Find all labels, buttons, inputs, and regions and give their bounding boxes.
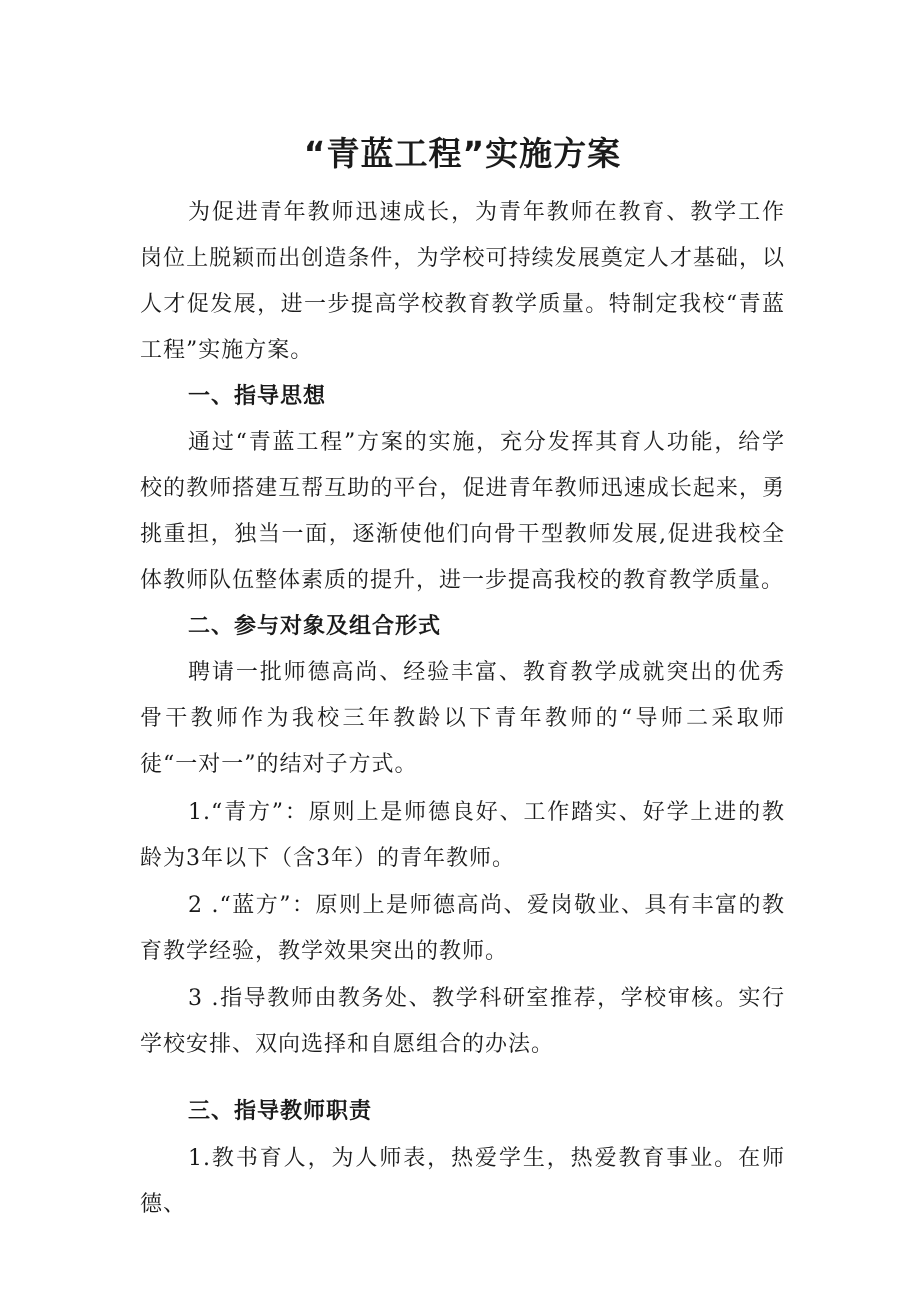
section-1-heading: 一、指导思想 bbox=[188, 384, 327, 409]
section-3-item-1: 1.教书育人，为人师表，热爱学生，热爱教育事业。在师德、 bbox=[140, 1146, 785, 1217]
document-title: “青蓝工程”实施方案 bbox=[303, 134, 622, 173]
section-2-body: 聘请一批师德高尚、经验丰富、教育教学成就突出的优秀骨干教师作为我校三年教龄以下青年教师的“导师二采取师徒“一对一”的结对子方式。 bbox=[140, 660, 785, 777]
section-2-heading: 二、参与对象及组合形式 bbox=[188, 614, 442, 639]
section-3-heading: 三、指导教师职责 bbox=[188, 1098, 373, 1124]
intro-paragraph: 为促进青年教师迅速成长，为青年教师在教育、教学工作岗位上脱颖而出创造条件，为学校可持续发展奠定人才基础，以人才促发展，进一步提高学校教育教学质量。特制定我校“青蓝工程”实施方案。 bbox=[140, 200, 785, 363]
section-2-item-1: 1.“青方”：原则上是师德良好、工作踏实、好学上进的教龄为3年以下（含3年）的青年教师。 bbox=[140, 800, 785, 871]
section-2-item-3: 3 .指导教师由教务处、教学科研室推荐，学校审核。实行学校安排、双向选择和自愿组合的办法。 bbox=[140, 986, 785, 1057]
section-2-item-2: 2 .“蓝方”：原则上是师德高尚、爱岗敬业、具有丰富的教育教学经验，教学效果突出的教师。 bbox=[140, 893, 785, 964]
section-1-body: 通过“青蓝工程”方案的实施，充分发挥其育人功能，给学校的教师搭建互帮互助的平台，促进青年教师迅速成长起来，勇挑重担，独当一面，逐渐使他们向骨干型教师发展,促进我校全体教师队伍整体素质的提升，进一步提高我校的教育教学质量。 bbox=[140, 430, 785, 593]
